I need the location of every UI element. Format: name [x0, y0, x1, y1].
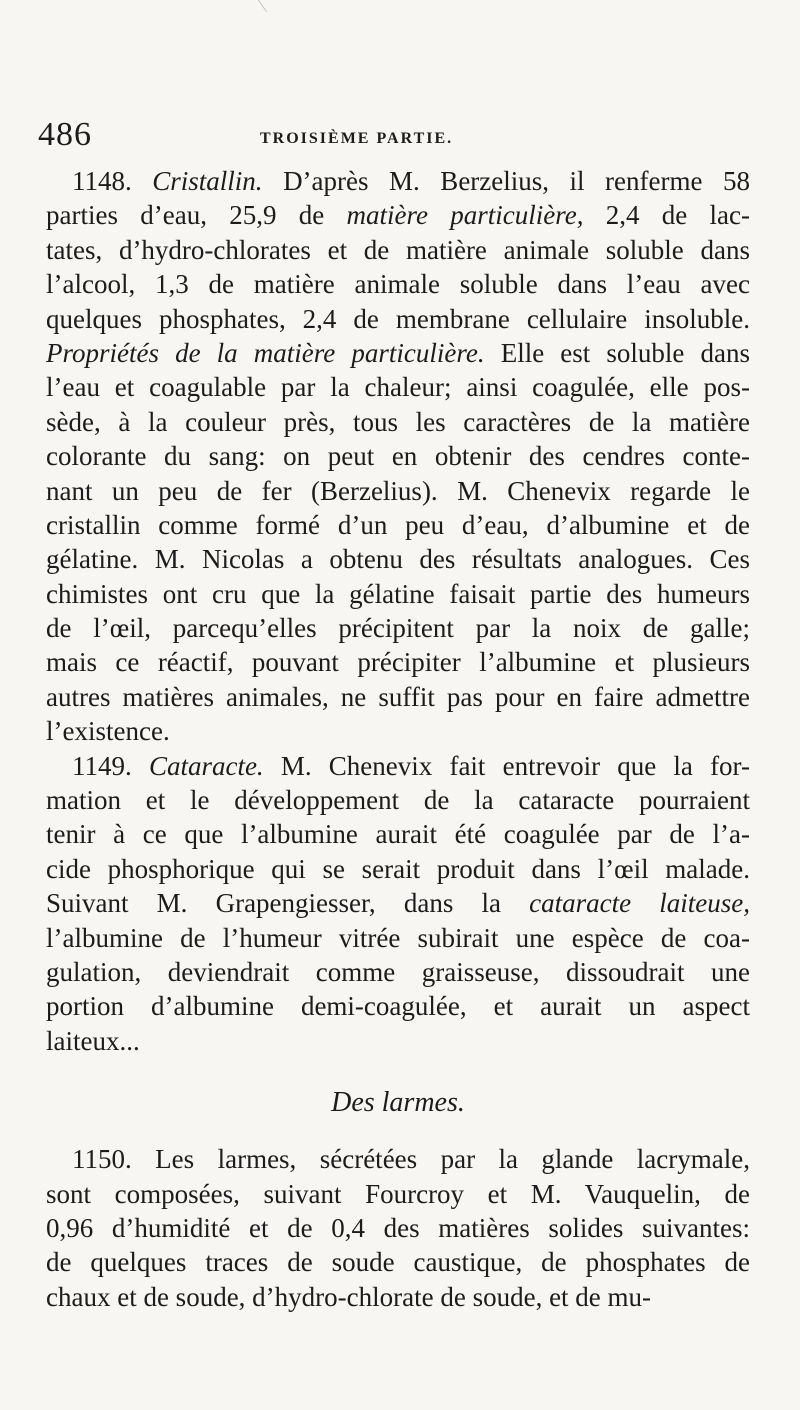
section-title: Des larmes.	[331, 1087, 465, 1119]
text-run: l’existence.	[46, 716, 170, 747]
text-line	[46, 749, 750, 783]
text-line	[46, 474, 750, 508]
text-run: l’alcool, 1,3 de matière animale soluble dans l’eau avec	[46, 269, 750, 300]
text-line	[46, 1245, 750, 1279]
page-number: 486	[38, 116, 92, 153]
text-run: 0,96 d’humidité et de 0,4 des matières solides suivantes:	[46, 1212, 750, 1243]
text-line	[46, 1142, 750, 1176]
text-line	[46, 198, 750, 232]
text-run: sont composées, suivant Fourcroy et M. Vauquelin, de	[46, 1178, 750, 1209]
text-run: M. Chenevix fait entrevoir que la for-	[263, 750, 750, 781]
text-run: 1149.	[72, 750, 149, 781]
italic-text: Cataracte.	[148, 750, 264, 781]
text-run: 1150. Les larmes, sécrétées par la glande lacrymale,	[72, 1144, 750, 1175]
text-line	[46, 989, 750, 1023]
text-line	[46, 577, 750, 611]
text-line	[46, 302, 750, 336]
text-run: 1148.	[72, 166, 153, 196]
text-line	[46, 680, 750, 714]
text-line	[46, 439, 750, 473]
page-body	[46, 164, 750, 1314]
page-header	[38, 116, 758, 156]
text-run: chaux et de soude, d’hydro-chlorate de soude, et de mu-	[46, 1281, 652, 1312]
paragraph-cristallin	[46, 164, 750, 749]
running-head: TROISIÈME PARTIE.	[260, 130, 454, 147]
text-run: l’albumine de l’humeur vitrée subirait une espèce de coa-	[46, 922, 750, 953]
text-run: de l’œil, parcequ’elles précipitent par la noix de galle;	[46, 613, 750, 644]
text-run: gélatine. M. Nicolas a obtenu des résultats analogues. Ces	[46, 544, 750, 575]
scan-artifact	[234, 0, 267, 12]
text-line	[46, 817, 750, 851]
text-line	[46, 336, 750, 370]
text-line	[46, 1177, 750, 1211]
text-run: cide phosphorique qui se serait produit dans l’œil malade.	[46, 853, 750, 884]
italic-text: matière particulière,	[346, 200, 584, 231]
text-line	[46, 783, 750, 817]
text-line	[46, 645, 750, 679]
text-line	[46, 164, 750, 198]
text-line	[46, 370, 750, 404]
text-run: parties d’eau, 25,9 de	[46, 200, 347, 231]
text-line	[46, 611, 750, 645]
text-line	[46, 886, 750, 920]
text-run: mation et le développement de la cataracte pourraient	[46, 785, 750, 816]
text-line	[46, 1211, 750, 1245]
text-run: sède, à la couleur près, tous les caractères de la matière	[46, 406, 750, 437]
italic-text: Cristallin.	[152, 166, 263, 196]
text-run: gulation, deviendrait comme graisseuse, dissoudrait une	[46, 956, 750, 987]
text-run: quelques phosphates, 2,4 de membrane cellulaire insoluble.	[46, 303, 750, 334]
text-run: chimistes ont cru que la gélatine faisait partie des humeurs	[46, 578, 750, 609]
text-run: tates, d’hydro-chlorates et de matière animale soluble dans	[46, 234, 750, 265]
italic-text: Propriétés de la matière particulière.	[46, 337, 485, 368]
text-run: colorante du sang: on peut en obtenir des cendres conte-	[46, 441, 750, 472]
text-run: l’eau et coagulable par la chaleur; ainsi coagulée, elle pos-	[46, 372, 750, 403]
text-run: de quelques traces de soude caustique, de phosphates de	[46, 1247, 750, 1278]
text-line	[46, 1024, 750, 1058]
text-run: mais ce réactif, pouvant précipiter l’albumine et plusieurs	[46, 647, 750, 678]
italic-text: cataracte laiteuse,	[529, 888, 750, 919]
text-run: autres matières animales, ne suffit pas pour en faire admettre	[46, 681, 750, 712]
text-run: cristallin comme formé d’un peu d’eau, d’albumine et de	[46, 509, 750, 540]
text-line	[46, 714, 750, 748]
text-run: 2,4 de lac-	[583, 200, 750, 231]
text-run: Suivant M. Grapengiesser, dans la	[46, 888, 530, 919]
text-line	[46, 921, 750, 955]
text-line	[46, 955, 750, 989]
text-line	[46, 1280, 750, 1314]
text-run: D’après M. Berzelius, il renferme 58	[262, 166, 750, 196]
text-run: portion d’albumine demi-coagulée, et aurait un aspect	[46, 991, 750, 1022]
text-line	[46, 267, 750, 301]
text-line	[46, 542, 750, 576]
text-run: laiteux...	[46, 1025, 140, 1056]
text-run: Elle est soluble dans	[484, 337, 750, 368]
text-line	[46, 405, 750, 439]
text-line	[46, 508, 750, 542]
paragraph-cataracte	[46, 749, 750, 1059]
text-run: nant un peu de fer (Berzelius). M. Chenevix regarde le	[46, 475, 750, 506]
text-run: tenir à ce que l’albumine aurait été coagulée par de l’a-	[46, 819, 750, 850]
text-line	[46, 233, 750, 267]
paragraph-larmes	[46, 1142, 750, 1314]
text-line	[46, 852, 750, 886]
